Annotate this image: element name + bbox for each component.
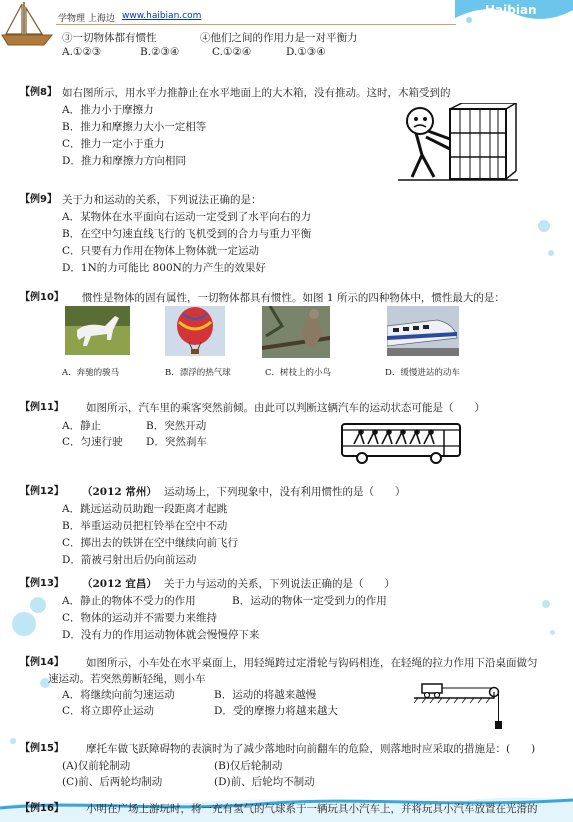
ex14-option-d: D．受的摩擦力将越来越大 bbox=[214, 705, 338, 717]
decor-bubble bbox=[12, 612, 36, 636]
ex12-source: （2012 常州） bbox=[82, 486, 157, 498]
ex13-tag: 【例13】 bbox=[20, 578, 64, 589]
ex10-caption-b: B．漂浮的热气球 bbox=[165, 368, 231, 378]
decor-bubble bbox=[548, 250, 554, 256]
ex14-option-c: C．将立即停止运动 bbox=[62, 705, 155, 717]
ex14-stem-line1: 如图所示，小车处在水平桌面上，用轻绳跨过定滑轮与钩码相连，在轻绳的拉力作用下沿桌面做匀 bbox=[86, 657, 538, 669]
ex8-stem: 如右图所示，用水平力推静止在水平地面上的大木箱，没有推动。这时，木箱受到的 bbox=[62, 87, 451, 99]
ex14-tag: 【例14】 bbox=[20, 657, 64, 668]
top-option-c: C.①②④ bbox=[212, 46, 252, 58]
ex13-stem: 关于力与运动的关系，下列说法正确的是（ ） bbox=[164, 578, 395, 590]
ex12-stem: 运动场上，下列现象中，没有利用惯性的是（ ） bbox=[164, 486, 406, 498]
ex11-tag: 【例11】 bbox=[20, 402, 64, 413]
site-url-link[interactable]: www.haibian.com bbox=[122, 11, 202, 21]
bullet-train-photo bbox=[387, 306, 459, 356]
ex15-option-c: (C)前、后两轮均制动 bbox=[62, 776, 163, 788]
ex14-stem-line2: 速运动。若突然剪断轻绳，则小车 bbox=[48, 673, 206, 685]
ex8-tag: 【例8】 bbox=[20, 87, 57, 98]
decor-bubble bbox=[538, 220, 550, 232]
decor-bubble bbox=[10, 738, 16, 744]
bus-passengers-figure bbox=[340, 420, 462, 464]
ex11-option-c: C．匀速行驶 bbox=[62, 436, 123, 448]
ex13-source: （2012 宜昌） bbox=[82, 578, 157, 590]
ex15-option-d: (D)前、后轮均不制动 bbox=[214, 776, 315, 788]
bird-on-branch-photo bbox=[262, 306, 330, 358]
horse-photo bbox=[65, 306, 130, 355]
ex12-option-c: C．掷出去的铁饼在空中继续向前飞行 bbox=[62, 537, 239, 549]
decor-bubble bbox=[30, 597, 46, 613]
ex11-option-a: A．静止 bbox=[62, 420, 102, 432]
whale-logo-icon bbox=[455, 0, 573, 34]
ex13-option-a: A．静止的物体不受力的作用 bbox=[62, 595, 196, 607]
ex8-option-d: D．推力和摩擦力方向相同 bbox=[62, 155, 186, 167]
sailboat-icon bbox=[0, 0, 60, 48]
ex13-option-d: D．没有力的作用运动物体就会慢慢停下来 bbox=[62, 629, 260, 641]
ex8-option-a: A．推力小于摩擦力 bbox=[62, 104, 154, 116]
ex9-option-c: C．只要有力作用在物体上物体就一定运动 bbox=[62, 245, 260, 257]
ex15-tag: 【例15】 bbox=[20, 743, 64, 754]
ex14-option-a: A．将继续向前匀速运动 bbox=[62, 689, 175, 701]
svg-text:Haibian: Haibian bbox=[485, 3, 537, 17]
ex15-option-b: (B)仅后轮制动 bbox=[214, 760, 283, 772]
decor-bubble bbox=[542, 600, 550, 608]
top-option-d: D.①③④ bbox=[286, 46, 326, 58]
ex16-tag: 【例16】 bbox=[20, 803, 64, 814]
ex14-option-b: B．运动的将越来越慢 bbox=[214, 689, 317, 701]
ex10-tag: 【例10】 bbox=[20, 292, 64, 303]
ex11-option-b: B．突然开动 bbox=[146, 420, 207, 432]
ex10-caption-c: C．树枝上的小鸟 bbox=[265, 368, 332, 378]
ex9-stem: 关于力和运动的关系，下列说法正确的是： bbox=[62, 194, 262, 206]
ex9-tag: 【例9】 bbox=[20, 194, 57, 205]
ex12-option-a: A．跳远运动员助跑一段距离才起跳 bbox=[62, 503, 228, 515]
ex10-stem: 惯性是物体的固有属性，一切物体都具有惯性。如图 1 所示的四种物体中，惯性最大的是： bbox=[82, 292, 505, 304]
cart-pulley-figure bbox=[414, 679, 504, 733]
ex9-option-b: B．在空中匀速直线飞行的飞机受到的合力与重力平衡 bbox=[62, 228, 312, 240]
push-box-figure bbox=[398, 103, 518, 185]
top-option-a: A.①②③ bbox=[62, 46, 102, 58]
ex8-option-b: B．推力和摩擦力大小一定相等 bbox=[62, 121, 207, 133]
ex12-option-b: B．举重运动员把杠铃举在空中不动 bbox=[62, 520, 228, 532]
ex8-option-c: C．推力一定小于重力 bbox=[62, 138, 165, 150]
ex11-option-d: D．突然刹车 bbox=[146, 436, 207, 448]
ex12-option-d: D．箭被弓射出后仍向前运动 bbox=[62, 554, 197, 566]
decor-bubble bbox=[550, 630, 555, 635]
ex9-option-d: D．1N的力可能比 800N的力产生的效果好 bbox=[62, 262, 266, 274]
ex10-caption-d: D．缓慢进站的动车 bbox=[385, 368, 460, 378]
hot-air-balloon-photo bbox=[165, 306, 225, 356]
brand-name: 学物理 上海边 bbox=[58, 14, 115, 24]
ex16-stem: 小明在广场上游玩时，将一充有氢气的气球系于一辆玩具小汽车上，并将玩具小汽车放置在光滑的 bbox=[86, 803, 538, 815]
ex15-stem: 摩托车做飞跃障碍物的表演时为了减少落地时向前翻车的危险，则落地时应采取的措施是：( ) bbox=[86, 743, 536, 755]
ex9-option-a: A．某物体在水平面向右运动一定受到了水平向右的力 bbox=[62, 211, 312, 223]
top-statement-3: ③一切物体都有惯性 bbox=[62, 32, 157, 44]
header-divider bbox=[56, 24, 456, 25]
ex15-option-a: (A)仅前轮制动 bbox=[62, 760, 131, 772]
ex13-option-b: B．运动的物体一定受到力的作用 bbox=[232, 595, 387, 607]
ex12-tag: 【例12】 bbox=[20, 486, 64, 497]
ex11-stem: 如图所示，汽车里的乘客突然前倾。由此可以判断这辆汽车的运动状态可能是（ ） bbox=[86, 402, 485, 414]
top-option-b: B.②③④ bbox=[140, 46, 180, 58]
ex13-option-c: C．物体的运动并不需要力来维持 bbox=[62, 612, 218, 624]
ex10-caption-a: A．奔驰的骏马 bbox=[62, 368, 120, 378]
top-statement-4: ④他们之间的作用力是一对平衡力 bbox=[200, 32, 358, 44]
